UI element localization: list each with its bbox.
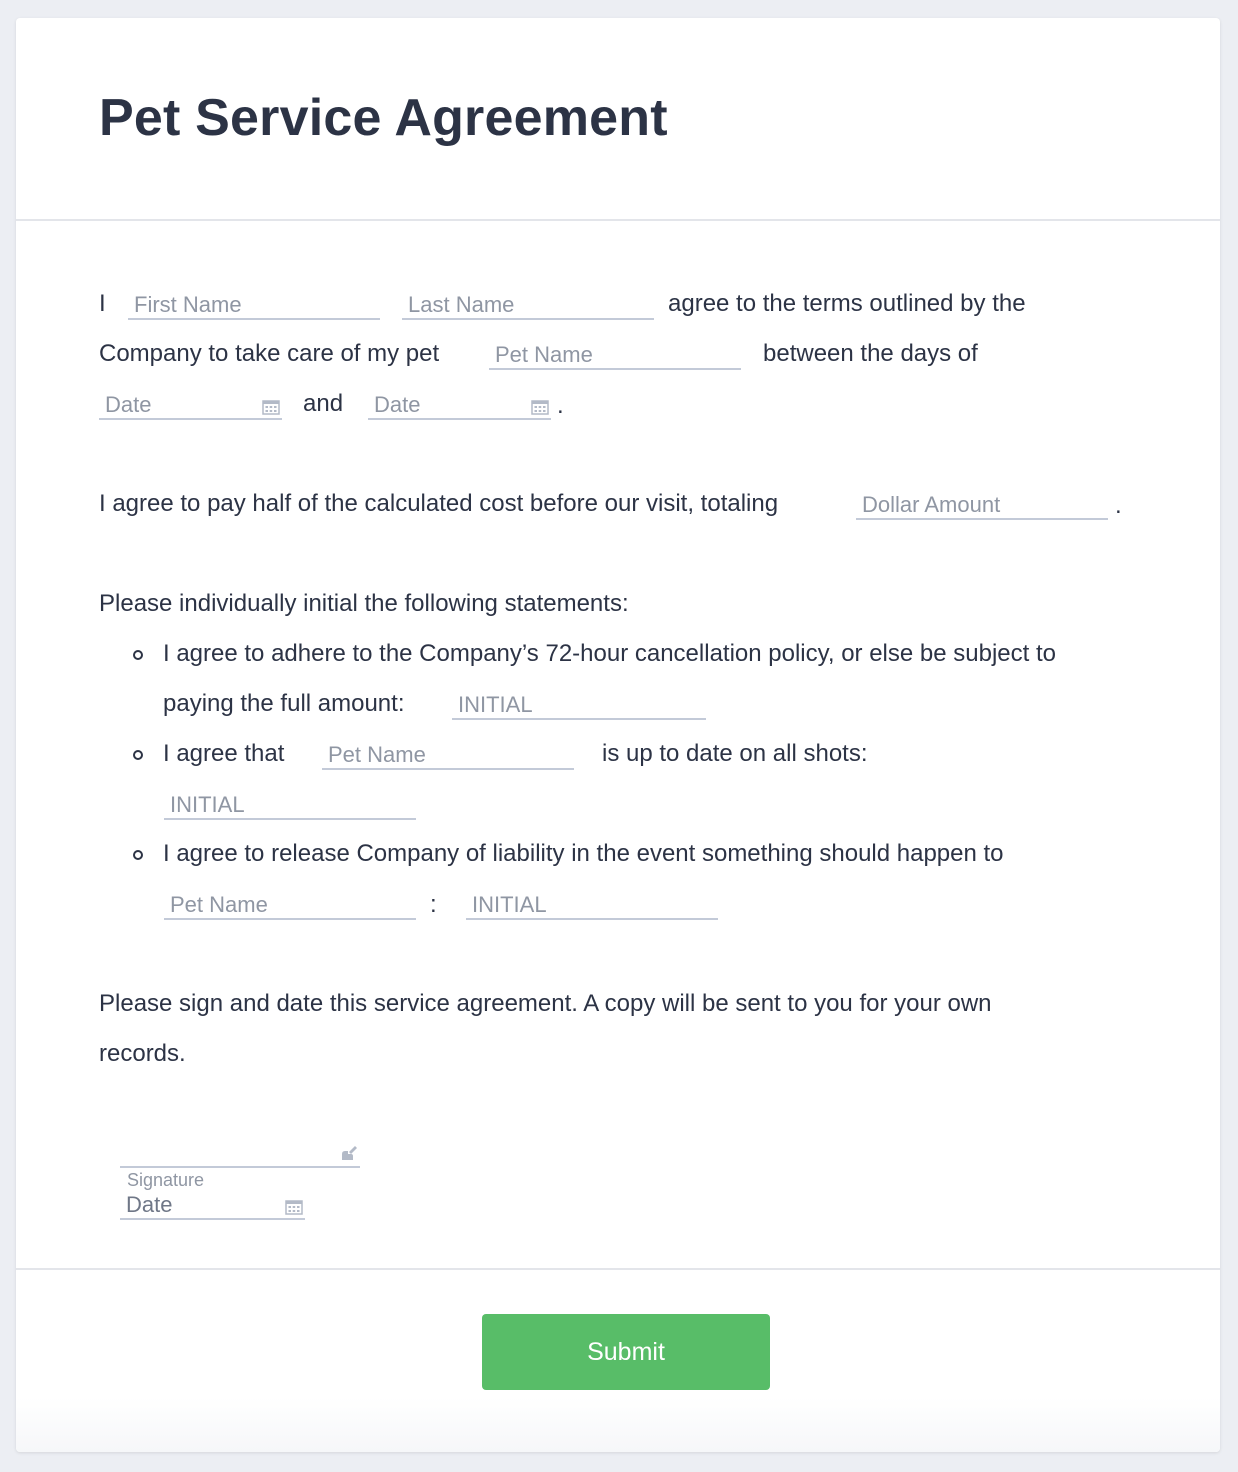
pet-name-field-3[interactable] xyxy=(164,890,416,920)
text-up-to-date: is up to date on all shots: xyxy=(602,740,868,767)
calendar-icon[interactable] xyxy=(285,1199,303,1215)
form-header xyxy=(16,18,1220,221)
first-name-placeholder: First Name xyxy=(134,292,242,317)
start-date-field[interactable] xyxy=(99,390,282,420)
list-bullet xyxy=(133,750,143,760)
submit-button[interactable]: Submit xyxy=(482,1314,770,1390)
initial-placeholder: INITIAL xyxy=(170,792,245,817)
text-records: records. xyxy=(99,1040,186,1067)
form-card xyxy=(16,18,1220,1452)
list-bullet xyxy=(133,650,143,660)
initial-field-3[interactable] xyxy=(466,890,718,920)
last-name-placeholder: Last Name xyxy=(408,292,515,317)
text-agree-terms: agree to the terms outlined by the xyxy=(668,290,1026,317)
text-release-liability: I agree to release Company of liability in the event something should happen to xyxy=(163,840,1004,867)
initial-placeholder: INITIAL xyxy=(458,692,533,717)
start-date-placeholder: Date xyxy=(105,392,152,417)
text-period: . xyxy=(557,392,564,419)
text-initial-intro: Please individually initial the following statements: xyxy=(99,590,629,617)
text-period: . xyxy=(1115,492,1122,519)
pet-name-placeholder: Pet Name xyxy=(495,342,593,367)
pet-name-field[interactable] xyxy=(489,340,741,370)
initial-field-2[interactable] xyxy=(164,790,416,820)
pet-name-placeholder: Pet Name xyxy=(328,742,426,767)
signature-date-field[interactable] xyxy=(120,1190,305,1220)
page-title: Pet Service Agreement xyxy=(99,89,668,147)
signature-label: Signature xyxy=(127,1170,205,1190)
signature-date-placeholder: Date xyxy=(126,1192,173,1217)
pet-name-field-2[interactable] xyxy=(322,740,574,770)
text-company-care: Company to take care of my pet xyxy=(99,340,440,367)
text-cancellation-policy: I agree to adhere to the Company’s 72-hour cancellation policy, or else be subject to xyxy=(163,640,1056,667)
end-date-placeholder: Date xyxy=(374,392,421,417)
text-and: and xyxy=(303,390,344,417)
text-agree-that: I agree that xyxy=(163,740,285,767)
pet-name-placeholder: Pet Name xyxy=(170,892,268,917)
calendar-icon[interactable] xyxy=(531,399,549,415)
last-name-field[interactable] xyxy=(402,290,654,320)
text-full-amount: paying the full amount: xyxy=(163,690,405,717)
pen-icon xyxy=(339,1143,359,1163)
text-colon: : xyxy=(430,891,437,918)
signature-field[interactable] xyxy=(120,1138,360,1168)
first-name-field[interactable] xyxy=(128,290,380,320)
calendar-icon[interactable] xyxy=(262,399,280,415)
list-bullet xyxy=(133,850,143,860)
end-date-field[interactable] xyxy=(368,390,551,420)
initial-field-1[interactable] xyxy=(452,690,706,720)
dollar-amount-placeholder: Dollar Amount xyxy=(862,492,1001,517)
text-between-days: between the days of xyxy=(763,340,978,367)
initial-placeholder: INITIAL xyxy=(472,892,547,917)
text-sign-date: Please sign and date this service agreement. A copy will be sent to you for your own xyxy=(99,990,992,1017)
dollar-amount-field[interactable] xyxy=(856,490,1108,520)
text-pay-half: I agree to pay half of the calculated cost before our visit, totaling xyxy=(99,490,779,517)
text-i: I xyxy=(99,290,106,317)
